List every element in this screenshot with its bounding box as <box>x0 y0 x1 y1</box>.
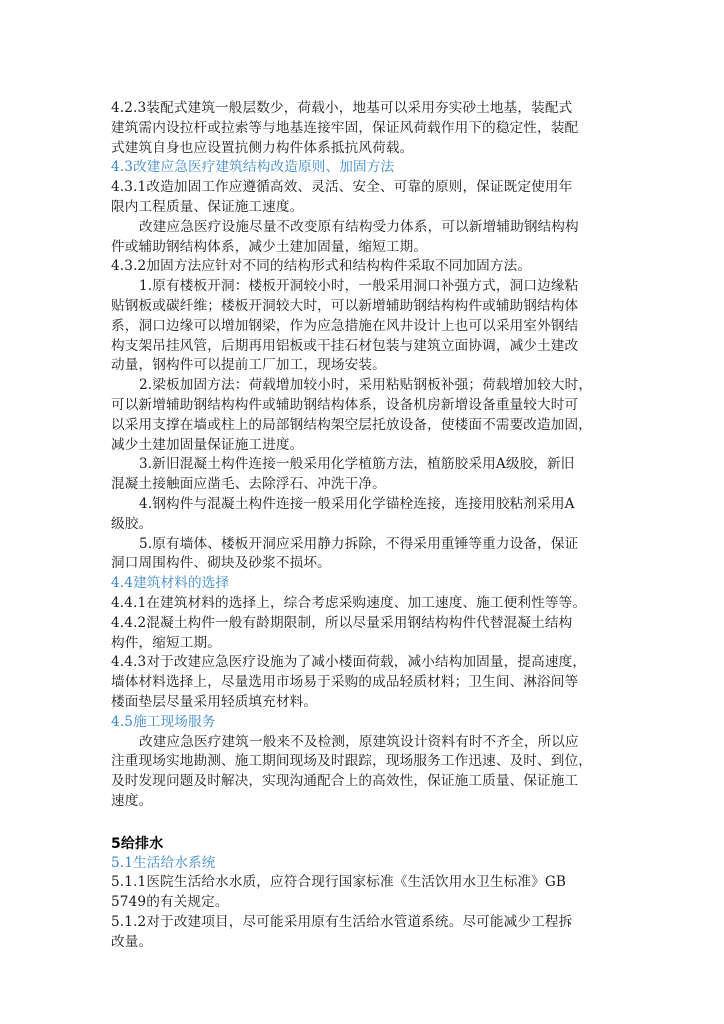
text-line: 2.梁板加固方法：荷载增加较小时，采用粘贴钢板补强；荷载增加较大时， <box>139 377 593 394</box>
paragraph <box>111 277 612 376</box>
text-line: 以采用支撑在墙或柱上的局部钢结构架空层托放设备，使楼面不需要改造加固， <box>111 416 593 433</box>
text-line: 减少土建加固量保证施工进度。 <box>111 436 304 453</box>
text-line: 1.原有楼板开洞：楼板开洞较小时，一般采用洞口补强方式，洞口边缘粘 <box>139 278 579 295</box>
document-body <box>111 99 612 953</box>
paragraph <box>111 913 612 953</box>
chapter-heading: 5给排水 <box>111 835 164 852</box>
text-line: 改建应急医疗设施尽量不改变原有结构受力体系，可以新增辅助钢结构构 <box>139 218 579 235</box>
text-line: 楼面垫层尽量采用轻质填充材料。 <box>111 693 318 710</box>
text-line: 改量。 <box>111 933 153 950</box>
text-line: 限内工程质量、保证施工速度。 <box>111 198 304 215</box>
paragraph <box>111 614 612 654</box>
text-line: 注重现场实地勘测、施工期间现场及时跟踪，现场服务工作迅速、及时、到位， <box>111 753 593 770</box>
text-line: 贴钢板或碳纤维；楼板开洞较大时，可以新增辅助钢结构构件或辅助钢结构体 <box>111 297 579 314</box>
paragraph <box>111 257 612 277</box>
text-line: 3.新旧混凝土构件连接一般采用化学植筋方法，植筋胶采用A级胶，新旧 <box>139 456 575 473</box>
paragraph <box>111 178 612 218</box>
text-line: 混凝土接触面应凿毛、去除浮石、冲洗干净。 <box>111 476 386 493</box>
text-line: 件或辅助钢结构体系，减少土建加固量，缩短工期。 <box>111 238 428 255</box>
text-line: 4.4.2混凝土构件一般有龄期限制，所以尽量采用钢结构构件代替混凝土结构 <box>111 614 573 631</box>
text-line: 级胶。 <box>111 515 153 532</box>
text-line: 改建应急医疗建筑一般来不及检测，原建筑设计资料有时不齐全，所以应 <box>139 733 579 750</box>
text-line: 4.3.1改造加固工作应遵循高效、灵活、安全、可靠的原则，保证既定使用年 <box>111 179 573 196</box>
paragraph <box>111 376 612 455</box>
text-line: 4.3.2加固方法应针对不同的结构形式和结构构件采取不同加固方法。 <box>111 258 532 275</box>
section-heading: 4.4建筑材料的选择 <box>111 575 230 592</box>
paragraph <box>111 594 612 614</box>
text-line: 4.2.3装配式建筑一般层数少，荷载小，地基可以采用夯实砂土地基，装配式 <box>111 100 573 116</box>
text-line: 洞口周围构件、砌块及砂浆不损坏。 <box>111 555 331 572</box>
paragraph <box>111 495 612 535</box>
text-line: 4.4.3对于改建应急医疗设施为了减小楼面荷载，减小结构加固量，提高速度， <box>111 654 587 671</box>
text-line: 建筑需内设拉杆或拉索等与地基连接牢固，保证风荷载作用下的稳定性，装配 <box>111 119 579 136</box>
text-line: 4.钢构件与混凝土构件连接一般采用化学锚栓连接，连接用胶粘剂采用A <box>139 495 575 512</box>
section-heading: 5.1生活给水系统 <box>111 854 216 871</box>
text-line: 速度。 <box>111 792 153 809</box>
text-line: 5.原有墙体、楼板开洞应采用静力拆除，不得采用重锤等重力设备，保证 <box>139 535 579 552</box>
text-line: 5.1.2对于改建项目，尽可能采用原有生活给水管道系统。尽可能减少工程拆 <box>111 914 573 931</box>
paragraph <box>111 535 612 575</box>
text-line: 5749的有关规定。 <box>111 894 229 911</box>
text-line: 可以新增辅助钢结构构件或辅助钢结构体系，设备机房新增设备重量较大时可 <box>111 396 579 413</box>
paragraph <box>111 733 612 812</box>
text-line: 系，洞口边缘可以增加钢梁，作为应急措施在风井设计上也可以采用室外钢结 <box>111 317 579 334</box>
text-line: 4.4.1在建筑材料的选择上，综合考虑采购速度、加工速度、施工便利性等等。 <box>111 594 587 611</box>
section-heading: 4.3改建应急医疗建筑结构改造原则、加固方法 <box>111 159 395 176</box>
text-line: 动量，钢构件可以提前工厂加工，现场安装。 <box>111 357 386 374</box>
paragraph <box>111 455 612 495</box>
paragraph <box>111 653 612 712</box>
text-line: 墙体材料选择上，尽量选用市场易于采购的成品轻质材料；卫生间、淋浴间等 <box>111 674 579 691</box>
paragraph <box>111 99 612 158</box>
paragraph <box>111 873 612 913</box>
text-line: 及时发现问题及时解决，实现沟通配合上的高效性，保证施工质量、保证施工 <box>111 773 579 790</box>
text-line: 构支架吊挂风管，后期再用铝板或干挂石材包装与建筑立面协调，减少土建改 <box>111 337 579 354</box>
section-heading: 4.5施工现场服务 <box>111 713 216 730</box>
text-line: 5.1.1医院生活给水水质，应符合现行国家标准《生活饮用水卫生标准》GB <box>111 874 567 891</box>
text-line: 构件，缩短工期。 <box>111 634 221 651</box>
text-line: 式建筑自身也应设置抗侧力构件体系抵抗风荷载。 <box>111 139 414 156</box>
paragraph <box>111 218 612 258</box>
